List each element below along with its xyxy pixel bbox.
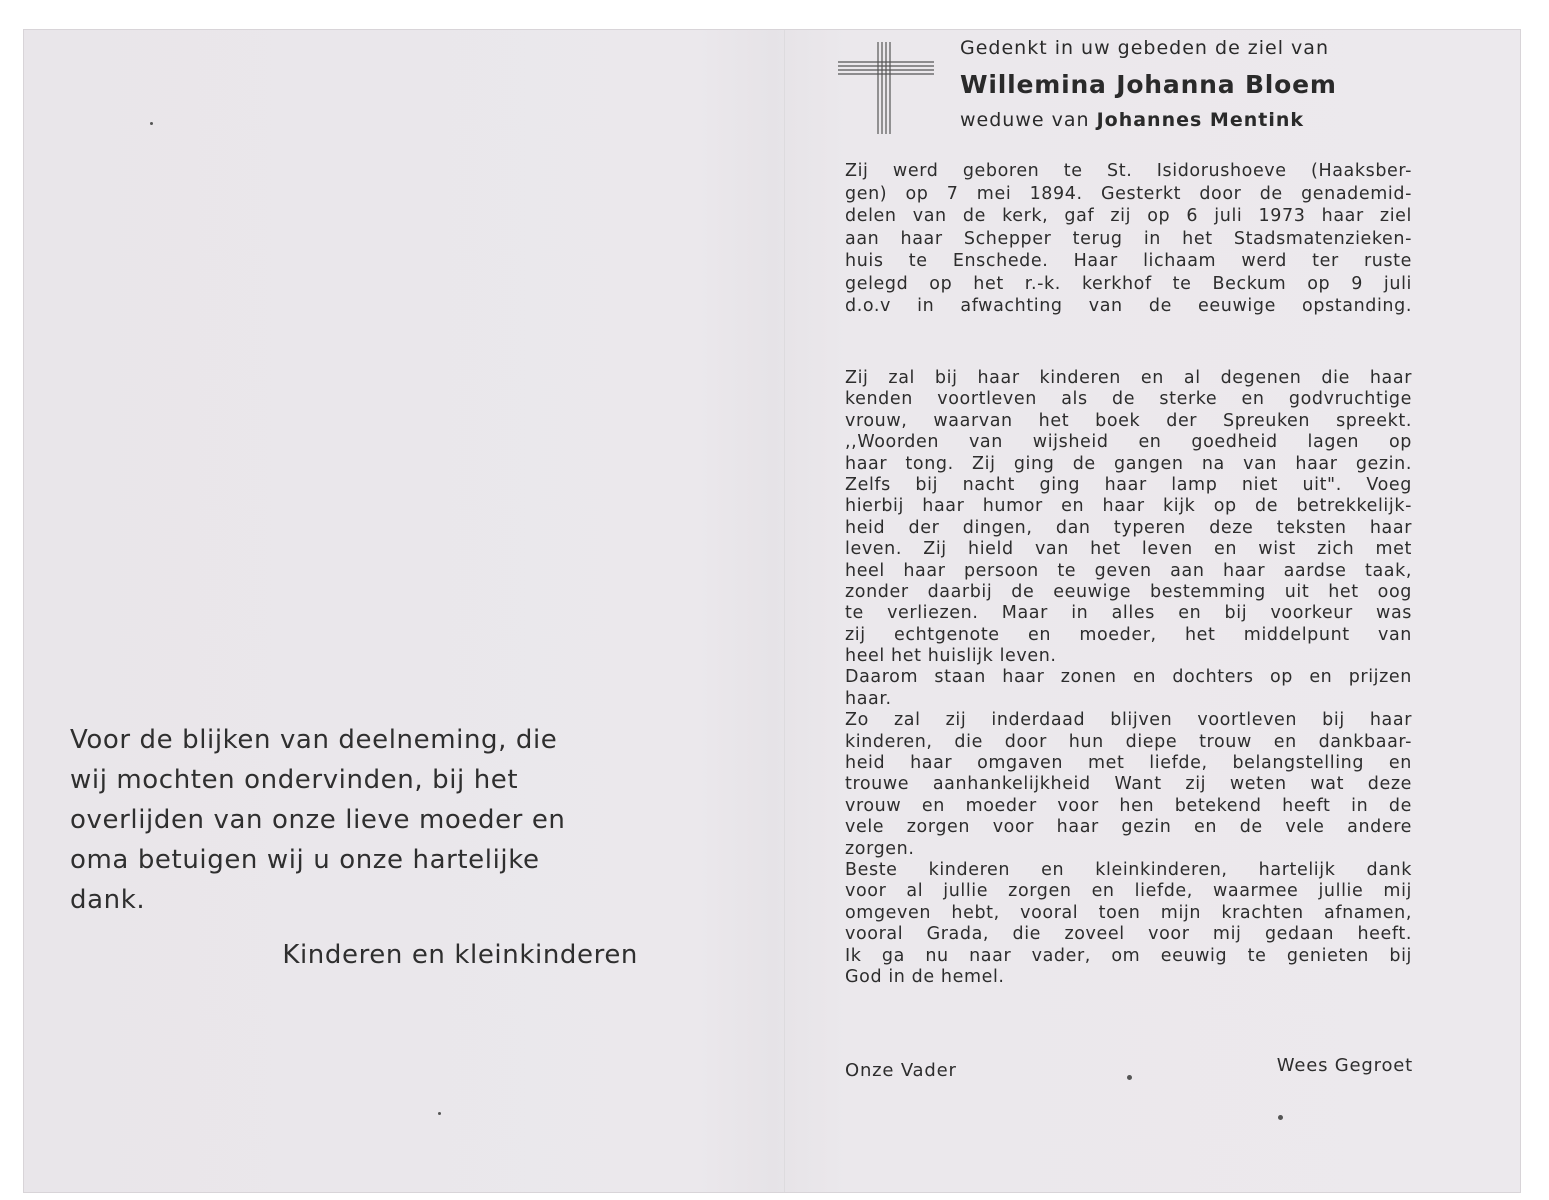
bio-line: gen) op 7 mei 1894. Gesterkt door de genademid- [845,183,1412,204]
tribute-line: God in de hemel. [845,966,1005,987]
thanks-signature: Kinderen en kleinkinderen [282,940,638,970]
tribute-line: zij echtgenote en moeder, het middelpunt van [845,624,1412,645]
tribute-paragraph [845,368,1412,988]
paper-speck [438,1112,441,1115]
thanks-line: oma betuigen wij u onze hartelijke [70,845,540,875]
tribute-line: heid haar omgaven met liefde, belangstelling en [845,753,1412,774]
biography-paragraph [845,160,1412,318]
tribute-line: vrouw, waarvan het boek der Spreuken spreekt. [845,410,1412,431]
tribute-line: Zelfs bij nacht ging haar lamp niet uit". Voeg [845,474,1412,495]
tribute-line: Daarom staan haar zonen en dochters op en prijzen [845,667,1412,688]
thanks-line: dank. [70,885,146,915]
widow-line [960,104,1460,136]
bio-line: gelegd op het r.-k. kerkhof te Beckum op 9 juli [845,273,1412,294]
tribute-line: ,,Woorden van wijsheid en goedheid lagen op [845,432,1412,453]
bio-line: aan haar Schepper terug in het Stadsmatenzieken- [845,228,1412,249]
tribute-line: voor al jullie zorgen en liefde, waarmee jullie mij [845,881,1412,902]
tribute-line: haar tong. Zij ging de gangen na van haar gezin. [845,453,1412,474]
card-fold [784,30,785,1192]
cross-icon [838,42,934,134]
tribute-line: kinderen, die door hun diepe trouw en dankbaar- [845,731,1412,752]
tribute-line: haar. [845,688,892,709]
paper-speck [1127,1075,1132,1080]
widow-prefix: weduwe van [960,109,1097,131]
bio-line: Zij werd geboren te St. Isidorushoeve (Haaksber- [845,161,1412,181]
tribute-line: heel het huislijk leven. [845,646,1057,667]
deceased-name: Willemina Johanna Bloem [960,70,1337,99]
bio-line: huis te Enschede. Haar lichaam werd ter ruste [845,251,1412,271]
prayer-our-father: Onze Vader [845,1060,957,1081]
tribute-line: trouwe aanhankelijkheid Want zij weten wat deze [845,774,1412,795]
paper-speck [150,122,153,125]
tribute-line: heid der dingen, dan typeren deze teksten haar [845,517,1412,538]
tribute-line: zorgen. [845,838,915,859]
thanks-line: wij mochten ondervinden, bij het [70,765,519,795]
tribute-line: omgeven hebt, vooral toen mijn krachten afnamen, [845,902,1412,923]
thanks-line: Voor de blijken van deelneming, die [70,725,558,755]
tribute-line: Zo zal zij inderdaad blijven voortleven bij haar [845,710,1412,731]
spouse-name: Johannes Mentink [1096,109,1304,131]
thanks-message [70,720,638,920]
tribute-line: Ik ga nu naar vader, om eeuwig te genieten bij [845,945,1412,966]
tribute-line: vrouw en moeder voor hen betekend heeft in de [845,795,1412,816]
tribute-line: te verliezen. Maar in alles en bij voorkeur was [845,603,1412,624]
memorial-header [960,30,1460,136]
tribute-line: kenden voortleven als de sterke en godvruchtige [845,389,1412,410]
bio-line: delen van de kerk, gaf zij op 6 juli 1973 haar ziel [845,206,1412,226]
tribute-line: vele zorgen voor haar gezin en de vele andere [845,817,1412,838]
tribute-line: Zij zal bij haar kinderen en al degenen die haar [845,368,1412,388]
tribute-line: heel haar persoon te geven aan haar aardse taak, [845,560,1412,581]
tribute-line: vooral Grada, die zoveel voor mij gedaan heeft. [845,924,1412,945]
thanks-line: overlijden van onze lieve moeder en [70,805,566,835]
intro-text: Gedenkt in uw gebeden de ziel van [960,37,1329,59]
tribute-line: zonder daarbij de eeuwige bestemming uit het oog [845,581,1412,602]
paper-speck [1278,1115,1283,1120]
tribute-line: Beste kinderen en kleinkinderen, hartelijk dank [845,859,1412,880]
tribute-line: hierbij haar humor en haar kijk op de betrekkelijk- [845,496,1412,517]
prayer-hail-mary: Wees Gegroet [1276,1055,1413,1076]
bio-line: d.o.v in afwachting van de eeuwige opstanding. [845,296,1412,316]
tribute-line: leven. Zij hield van het leven en wist zich met [845,539,1412,560]
